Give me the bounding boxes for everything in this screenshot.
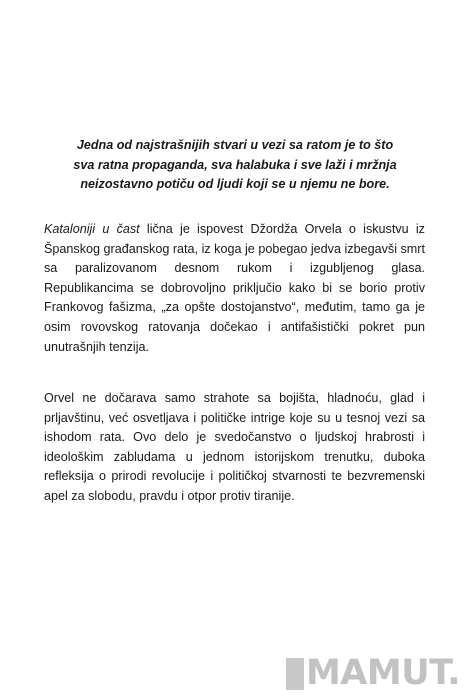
epigraph-line-3: neizostavno potiču od ljudi koji se u njemu ne bore.: [80, 177, 390, 191]
epigraph-quote: [52, 136, 418, 195]
watermark-text: MAMUT.: [305, 653, 460, 693]
watermark-logo-bar: [286, 658, 304, 690]
paragraph-2-text: Orvel ne dočarava samo strahote sa bojišta, hladnoću, glad i prljavštinu, već osvetljava i političke intrige koje su u tesnoj vezi sa ishodom rata. Ovo delo je svedočanstvo o ljudskoj hrabrosti i ideološkim zabludama u jednom istorijskom trenutku, duboka refleksija o prirodi revolucije i političkoj stvarnosti te bezvremenski apel za slobodu, pravdu i otpor protiv tiranije.: [44, 391, 425, 503]
store-watermark: [286, 653, 460, 693]
epigraph-line-1: Jedna od najstrašnijih stvari u vezi sa ratom je to što: [76, 138, 394, 152]
description-paragraph-2: [44, 389, 425, 507]
paragraph-1-text: lična je ispovest Džordža Orvela o iskustvu iz Španskog građanskog rata, iz koga je pobegao jedva izbegavši smrt sa paralizovanom desnom rukom i izgubljenog glasa. Republikancima se dobrovoljno priključio kako bi se borio protiv Frankovog fašizma, „za opšte dostojanstvo“, međutim, tamo ga je osim rovovskog ratovanja dočekao i antifašistički pokret pun unutrašnjih tenzija.: [44, 222, 425, 354]
epigraph-line-2: sva ratna propaganda, sva halabuka i sve laži i mržnja: [73, 157, 397, 172]
description-paragraph-1: [44, 220, 425, 357]
book-title: Kataloniji u čast: [44, 222, 140, 236]
